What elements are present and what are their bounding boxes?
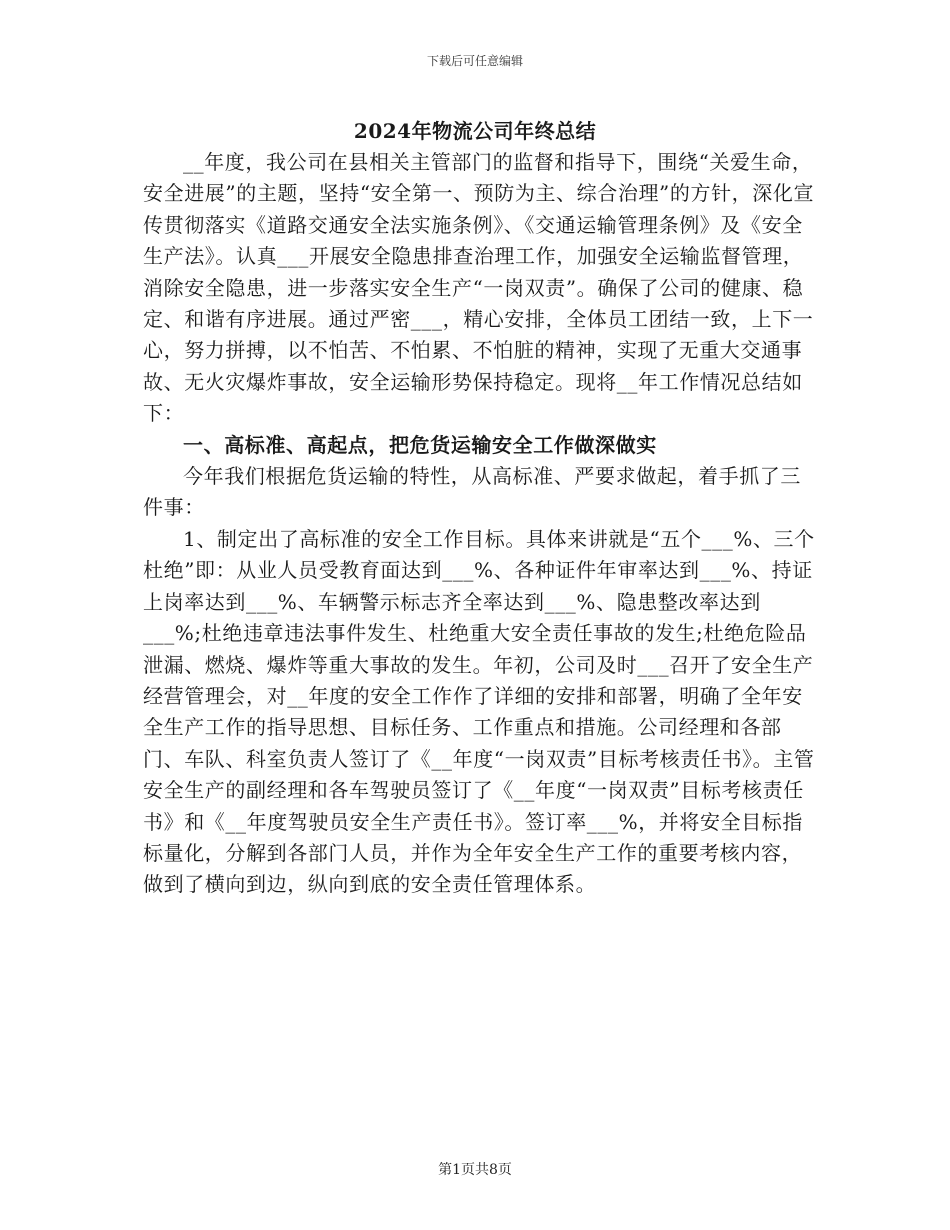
- paragraph-item-1: 1、制定出了高标准的安全工作目标。具体来讲就是“五个___%、三个杜绝”即：从业人员受教育面达到___%、各种证件年审率达到___%、持证上岗率达到___%、车辆警示标志齐全率达到___%、隐患整改率达到___%;杜绝违章违法事件发生、杜绝重大安全责任事故的发生;杜绝危险品泄漏、燃烧、爆炸等重大事故的发生。年初，公司及时___召开了安全生产经营管理会，对__年度的安全工作作了详细的安排和部署，明确了全年安全生产工作的指导思想、目标任务、工作重点和措施。公司经理和各部门、车队、科室负责人签订了《__年度“一岗双责”目标考核责任书》。主管安全生产的副经理和各车驾驶员签订了《__年度“一岗双责”目标考核责任书》和《__年度驾驶员安全生产责任书》。签订率___%，并将安全目标指标量化，分解到各部门人员，并作为全年安全生产工作的重要考核内容，做到了横向到边，纵向到底的安全责任管理体系。: [143, 526, 815, 897]
- header-note: 下载后可任意编辑: [426, 54, 523, 68]
- section-heading-1: 一、高标准、高起点，把危货运输安全工作做深做实: [183, 432, 657, 457]
- paragraph-section-intro: 今年我们根据危货运输的特性，从高标准、严要求做起，着手抓了三件事：: [143, 464, 801, 520]
- document-body: [143, 147, 815, 901]
- page-number: 第1页共8页: [438, 1162, 512, 1178]
- document-title: 2024年物流公司年终总结: [353, 119, 597, 143]
- paragraph-intro: __年度，我公司在县相关主管部门的监督和指导下，围绕“关爱生命，安全进展”的主题，坚持“安全第一、预防为主、综合治理”的方针，深化宣传贯彻落实《道路交通安全法实施条例》、《交通运输管理条例》及《安全生产法》。认真___开展安全隐患排查治理工作，加强安全运输监督管理，消除安全隐患，进一步落实安全生产“一岗双责”。确保了公司的健康、稳定、和谐有序进展。通过严密___，精心安排，全体员工团结一致，上下一心，努力拼搏，以不怕苦、不怕累、不怕脏的精神，实现了无重大交通事故、无火灾爆炸事故，安全运输形势保持稳定。现将__年工作情况总结如下：: [143, 150, 815, 426]
